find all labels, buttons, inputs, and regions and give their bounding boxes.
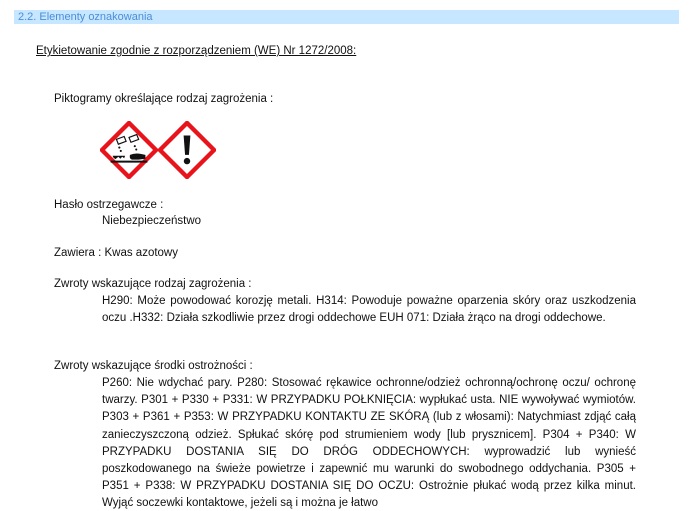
pictogram-group xyxy=(100,121,218,181)
contains-text: Zawiera : Kwas azotowy xyxy=(54,247,178,259)
hazard-statements-label: Zwroty wskazujące rodzaj zagrożenia : xyxy=(54,278,252,290)
hazard-statements-text: H290: Może powodować korozję metali. H314: Powoduje poważne oparzenia skóry oraz uszkodzenia oczu .H332: Działa szkodliwie przez drogi oddechowe EUH 071: Działa żrąco na drogi oddechowe. xyxy=(102,295,636,325)
corrosion-pictogram-icon xyxy=(100,121,158,179)
exclamation-pictogram-icon xyxy=(158,121,216,179)
precautionary-statements-label: Zwroty wskazujące środki ostrożności : xyxy=(54,360,253,372)
regulation-heading: Etykietowanie zgodnie z rozporządzeniem (WE) Nr 1272/2008: xyxy=(36,45,357,57)
signal-word-value: Niebezpieczeństwo xyxy=(102,215,202,227)
section-title: 2.2. Elementy oznakowania xyxy=(18,11,153,23)
pictograms-label: Piktogramy określające rodzaj zagrożenia : xyxy=(54,93,274,105)
signal-word-label: Hasło ostrzegawcze : xyxy=(54,199,164,211)
precautionary-statements-text: P260: Nie wdychać pary. P280: Stosować rękawice ochronne/odzież ochronną/ochronę oczu/ ochronę twarzy. P301 + P330 + P331: W PRZYPADKU POŁKNIĘCIA: wypłukać usta. NIE wywoływać wymiotów. P303 + P361 + P353: W PRZYPADKU KONTAKTU ZE SKÓRĄ (lub z włosami): Natychmiast zdjąć całą zanieczyszczoną odzież. Spłukać skórę pod strumieniem wody [lub prysznicem]. P304 + P340: W PRZYPADKU DOSTANIA SIĘ DO DRÓG ODDECHOWYCH: wyprowadzić lub wynieść poszkodowanego na świeże powietrze i zapewnić mu warunki do swobodnego oddychania. P305 + P351 + P338: W PRZYPADKU DOSTANIA SIĘ DO OCZU: Ostrożnie płukać wodą przez kilka minut. Wyjąć soczewki kontaktowe, jeżeli są i można je łatwo xyxy=(102,377,636,510)
